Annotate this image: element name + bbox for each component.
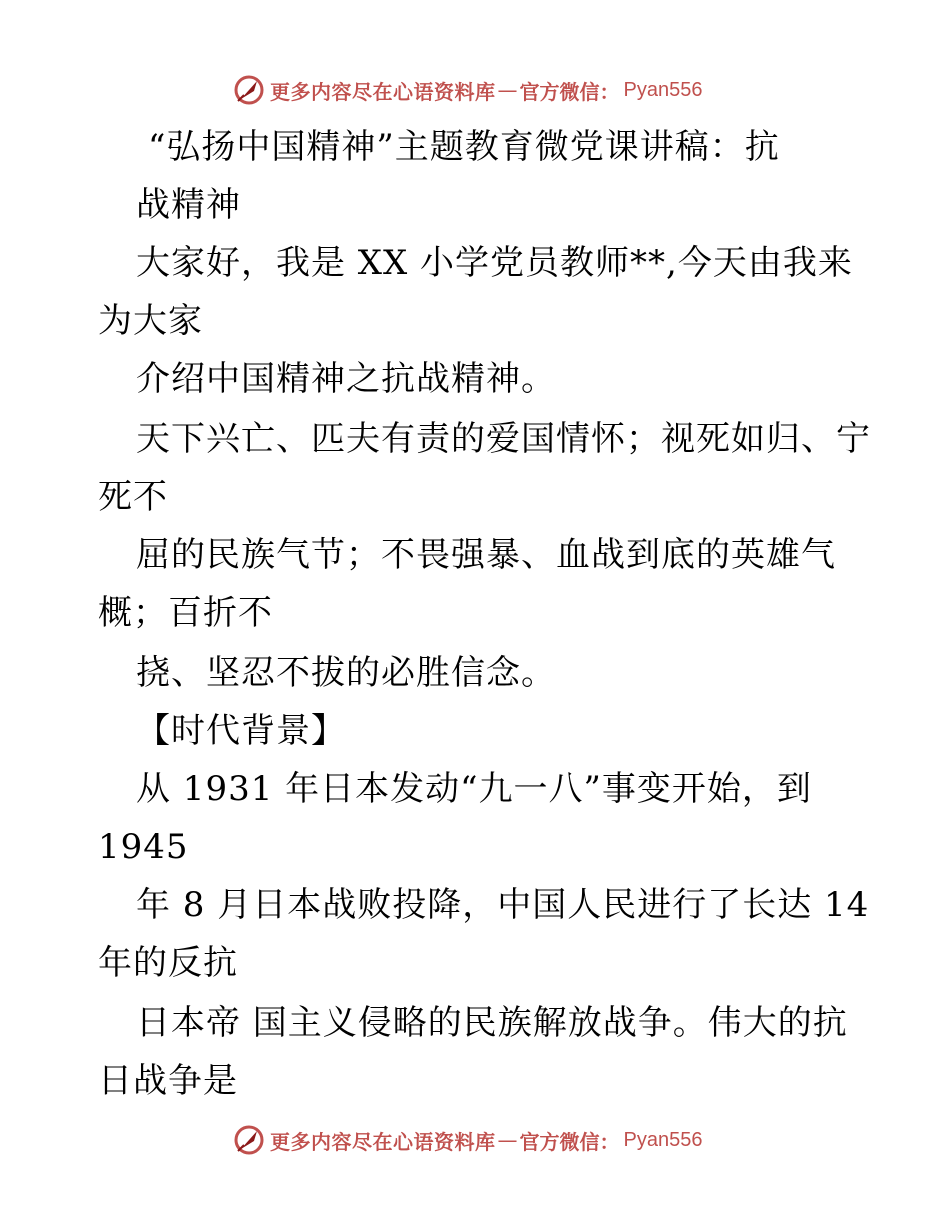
text-line-13: 1945 bbox=[98, 827, 189, 867]
text-line-15: 年的反抗 bbox=[98, 943, 238, 983]
text-line-6: 天下兴亡、匹夫有责的爱国情怀；视死如归、宁 bbox=[136, 419, 871, 459]
text-line-14: 年 8 月日本战败投降，中国人民进行了长达 14 bbox=[136, 885, 870, 925]
text-line-16: 日本帝 国主义侵略的民族解放战争。伟大的抗 bbox=[136, 1003, 848, 1043]
banner-main-text: 更多内容尽在心语资料库 bbox=[270, 79, 496, 104]
text-line-17: 日战争是 bbox=[98, 1061, 238, 1101]
text-line-8: 屈的民族气节；不畏强暴、血战到底的英雄气 bbox=[136, 535, 836, 575]
header-watermark-banner bbox=[232, 70, 702, 110]
text-line-5: 介绍中国精神之抗战精神。 bbox=[136, 359, 556, 399]
text-line-2: 战精神 bbox=[136, 185, 241, 225]
footer-watermark-banner bbox=[232, 1120, 702, 1160]
text-line-7: 死不 bbox=[98, 477, 168, 517]
banner-wechat-id: Pyan556 bbox=[623, 1128, 703, 1151]
text-line-9: 概；百折不 bbox=[98, 593, 273, 633]
quill-logo-icon bbox=[232, 1123, 266, 1157]
text-line-1: “弘扬中国精神”主题教育微党课讲稿：抗 bbox=[148, 127, 780, 167]
banner-dash: — bbox=[497, 78, 518, 102]
banner-sub-text: 官方微信： bbox=[519, 79, 620, 104]
banner-wechat-id: Pyan556 bbox=[623, 78, 703, 101]
section-heading: 【时代背景】 bbox=[136, 711, 346, 751]
text-line-3: 大家好，我是 XX 小学党员教师**,今天由我来 bbox=[136, 243, 853, 283]
text-line-12: 从 1931 年日本发动“九一八”事变开始，到 bbox=[136, 769, 812, 809]
text-line-4: 为大家 bbox=[98, 301, 203, 341]
banner-main-text: 更多内容尽在心语资料库 bbox=[270, 1129, 496, 1154]
banner-dash: — bbox=[497, 1128, 518, 1152]
banner-sub-text: 官方微信： bbox=[519, 1129, 620, 1154]
quill-logo-icon bbox=[232, 73, 266, 107]
text-line-10: 挠、坚忍不拔的必胜信念。 bbox=[136, 653, 556, 693]
